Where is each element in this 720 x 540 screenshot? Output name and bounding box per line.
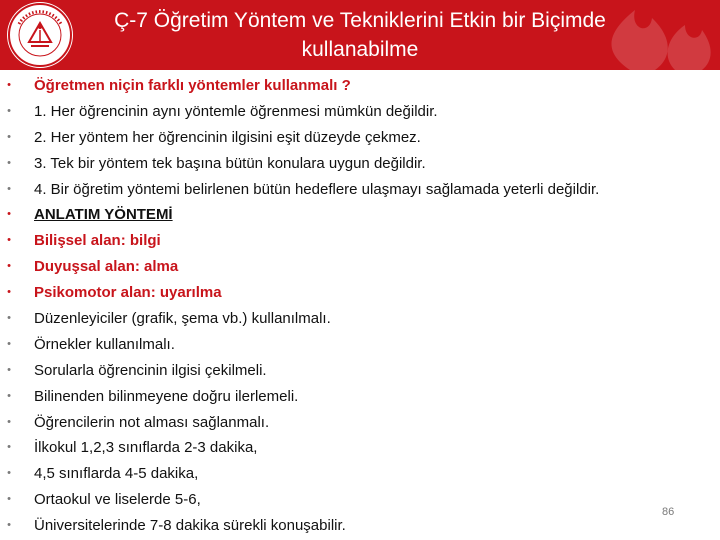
bullet-icon: • <box>7 286 11 299</box>
list-item-text: Psikomotor alan: uyarılma <box>34 284 222 302</box>
bullet-icon: • <box>7 312 11 325</box>
list-item <box>0 202 700 228</box>
list-item-text: Sorularla öğrencinin ilgisi çekilmeli. <box>34 361 267 379</box>
list-item-text: 1. Her öğrencinin aynı yöntemle öğrenmesi mümkün değildir. <box>34 102 438 120</box>
bullet-icon: • <box>7 389 11 402</box>
list-item-text: ANLATIM YÖNTEMİ <box>34 206 173 224</box>
bullet-icon: • <box>7 337 11 350</box>
list-item-text: 2. Her yöntem her öğrencinin ilgisini eşit düzeyde çekmez. <box>34 128 421 146</box>
list-item <box>0 125 700 151</box>
bullet-icon: • <box>7 130 11 143</box>
bullet-icon: • <box>7 441 11 454</box>
bullet-icon: • <box>7 156 11 169</box>
list-item-text: Öğretmen niçin farklı yöntemler kullanmalı ? <box>34 77 351 94</box>
bullet-icon: • <box>7 234 11 247</box>
list-item-text: Üniversitelerinde 7-8 dakika sürekli konuşabilir. <box>34 517 346 535</box>
list-item <box>0 151 700 177</box>
list-item-text: Örnekler kullanılmalı. <box>34 335 175 353</box>
list-item <box>0 487 700 513</box>
list-item <box>0 228 700 254</box>
bullet-icon: • <box>7 208 11 221</box>
list-item-text: Duyuşsal alan: alma <box>34 258 179 276</box>
list-item <box>0 99 700 125</box>
bullet-icon: • <box>7 467 11 480</box>
list-item <box>0 384 700 410</box>
list-item <box>0 306 700 332</box>
bullet-icon: • <box>7 260 11 273</box>
list-item-text: 3. Tek bir yöntem tek başına bütün konulara uygun değildir. <box>34 154 426 172</box>
list-item-text: 4. Bir öğretim yöntemi belirlenen bütün hedeflere ulaşmayı sağlamada yeterli değildir. <box>34 180 600 198</box>
list-item-text: Bilinenden bilinmeyene doğru ilerlemeli. <box>34 387 299 405</box>
list-item-text: Ortaokul ve liselerde 5-6, <box>34 491 201 509</box>
list-item <box>0 177 700 203</box>
bullet-list <box>0 73 700 539</box>
meb-emblem-icon <box>7 2 73 68</box>
list-item <box>0 332 700 358</box>
list-item-text: Öğrencilerin not alması sağlanmalı. <box>34 413 270 431</box>
bullet-icon: • <box>7 493 11 506</box>
list-item <box>0 461 700 487</box>
list-item <box>0 513 700 539</box>
slide-header <box>0 0 720 70</box>
list-item <box>0 73 700 99</box>
list-item-text: İlkokul 1,2,3 sınıflarda 2-3 dakika, <box>34 439 258 457</box>
list-item-text: Bilişsel alan: bilgi <box>34 232 161 250</box>
slide-title: Ç-7 Öğretim Yöntem ve Tekniklerini Etkin bir Biçimde kullanabilme <box>114 9 606 61</box>
bullet-icon: • <box>7 415 11 428</box>
list-item <box>0 280 700 306</box>
list-item <box>0 254 700 280</box>
bullet-icon: • <box>7 363 11 376</box>
list-item-text: Düzenleyiciler (grafik, şema vb.) kullanılmalı. <box>34 310 331 328</box>
list-item <box>0 358 700 384</box>
page-number: 86 <box>662 506 675 518</box>
bullet-icon: • <box>7 104 11 117</box>
bullet-icon: • <box>7 519 11 532</box>
bullet-icon: • <box>7 182 11 195</box>
list-item <box>0 435 700 461</box>
list-item-text: 4,5 sınıflarda 4-5 dakika, <box>34 465 199 483</box>
bullet-icon: • <box>7 79 11 91</box>
list-item <box>0 410 700 436</box>
